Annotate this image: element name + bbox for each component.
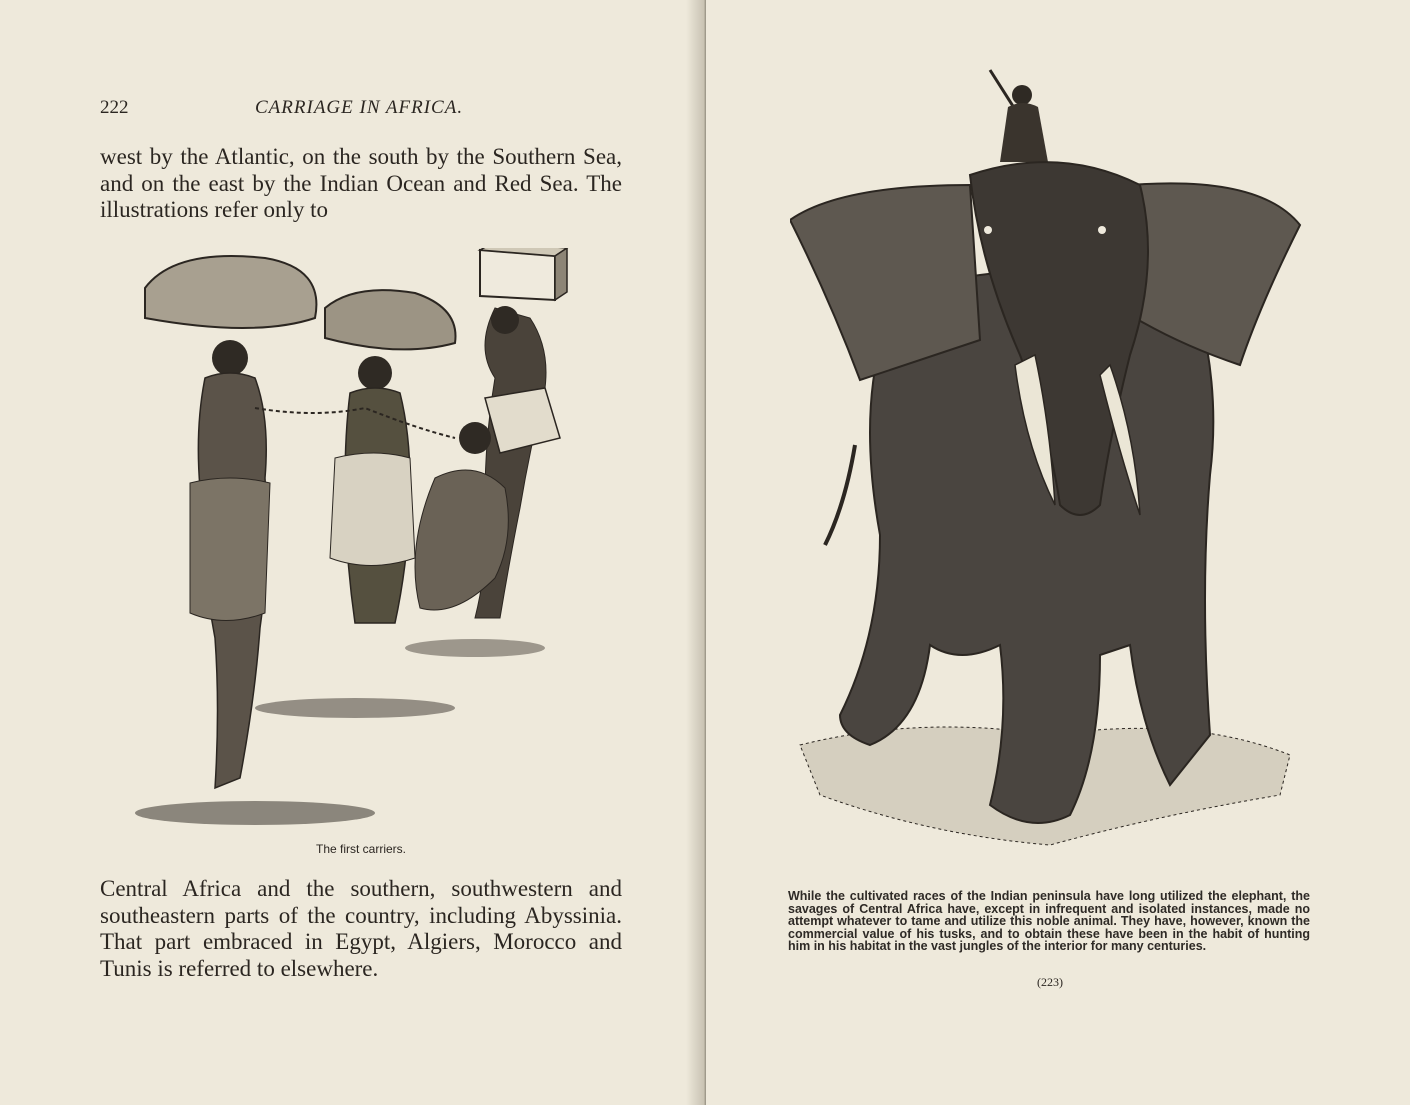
- paragraph-top: west by the Atlantic, on the south by the Southern Sea, and on the east by the Indian Ocean and Red Sea. The illustrations refer only to: [100, 144, 622, 222]
- elephant-illustration: [790, 65, 1305, 890]
- figure-caption-right: While the cultivated races of the Indian peninsula have long utilized the elephant, the savages of Central Africa have, except in infrequent and isolated instances, made no attempt whatever to tame and utilize this noble animal. They have, however, known the commercial value of his tusks, and to obtain these have been in the habit of hunting him in his habitat in the vast jungles of the interior for many centuries.: [788, 889, 1310, 953]
- right-page-number: (223): [1037, 975, 1063, 989]
- left-page-number: 222: [100, 97, 129, 118]
- running-head: CARRIAGE IN AFRICA.: [255, 97, 464, 118]
- carriers-illustration: [135, 248, 585, 838]
- paragraph-bottom: Central Africa and the southern, southwestern and southeastern parts of the country, including Abyssinia. That part embraced in Egypt, Algiers, Morocco and Tunis is referred to elsewhere.: [100, 876, 622, 981]
- figure-caption-left: The first carriers.: [315, 842, 406, 856]
- left-page: [0, 0, 704, 1105]
